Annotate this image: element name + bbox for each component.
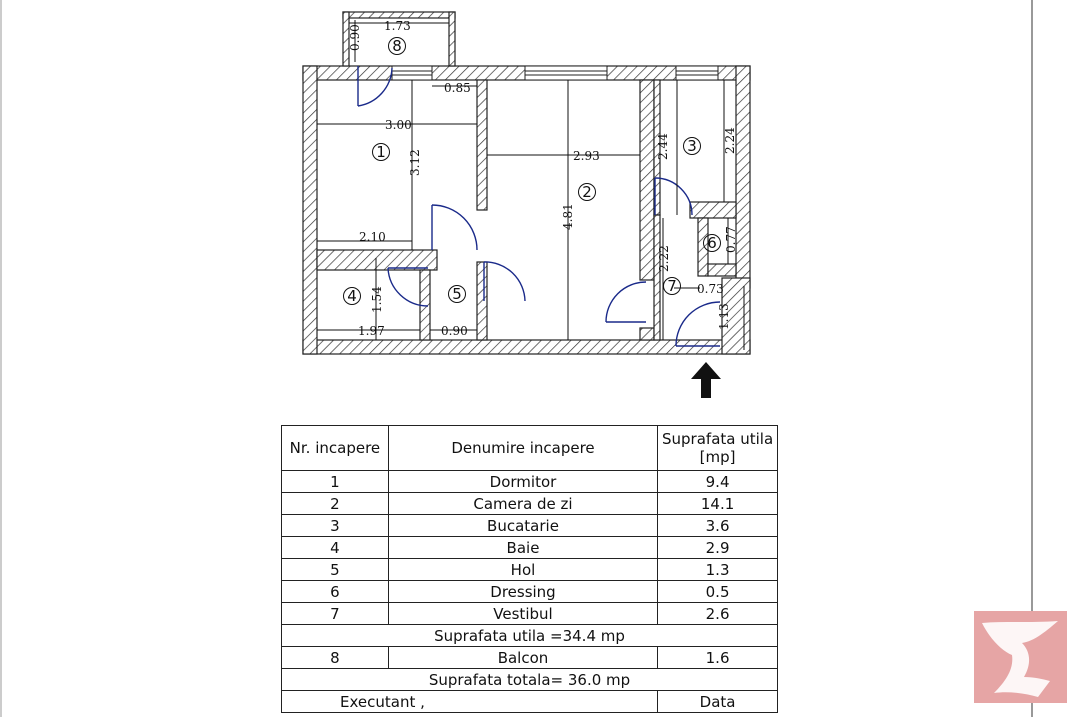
dim-room2-depth: 4.81 <box>561 203 575 230</box>
row-area: 1.6 <box>658 647 778 669</box>
table-row <box>282 515 778 537</box>
table-row <box>282 559 778 581</box>
table-row <box>282 493 778 515</box>
row-area: 0.5 <box>658 581 778 603</box>
room-number-4: 4 <box>347 287 357 305</box>
arrow-up-icon <box>691 362 721 398</box>
dim-room5-width: 0.90 <box>441 324 468 338</box>
table-row <box>282 471 778 493</box>
bird-logo-icon <box>974 611 1067 703</box>
dim-room3-depth-right: 2.24 <box>723 127 737 154</box>
row-nr: 7 <box>282 603 389 625</box>
row-area: 3.6 <box>658 515 778 537</box>
dim-window-offset: 0.85 <box>444 81 471 95</box>
row-area: 14.1 <box>658 493 778 515</box>
row-area: 9.4 <box>658 471 778 493</box>
signature-row <box>282 691 778 713</box>
date-label: Data <box>658 691 778 713</box>
room-marker-3 <box>684 137 701 155</box>
dim-room1-depth: 3.12 <box>408 149 422 176</box>
room-marker-2 <box>579 183 596 201</box>
useful-total: Suprafata utila =34.4 mp <box>282 625 778 647</box>
table-row <box>282 581 778 603</box>
dim-balcony-depth: 0.90 <box>348 24 362 51</box>
room-marker-5 <box>449 285 466 303</box>
dim-balcony-width: 1.73 <box>384 19 411 33</box>
dim-room4-depth: 1.54 <box>370 286 384 313</box>
row-nr: 4 <box>282 537 389 559</box>
balcony-row <box>282 647 778 669</box>
row-name: Camera de zi <box>388 493 657 515</box>
row-name: Balcon <box>388 647 657 669</box>
row-area: 2.9 <box>658 537 778 559</box>
executant-label: Executant , <box>282 691 658 713</box>
room-number-3: 3 <box>687 137 697 155</box>
header-area-line1: Suprafata utila <box>662 430 774 448</box>
header-area <box>658 426 778 471</box>
row-name: Dormitor <box>388 471 657 493</box>
dim-room7-depth: 2.22 <box>657 245 671 272</box>
dim-room3-depth-left: 2.44 <box>656 133 670 160</box>
table-row <box>282 603 778 625</box>
header-name: Denumire incapere <box>388 426 657 471</box>
room-marker-8 <box>389 37 406 55</box>
dim-room1-width: 3.00 <box>385 118 412 132</box>
table-row <box>282 537 778 559</box>
row-area: 1.3 <box>658 559 778 581</box>
row-name: Bucatarie <box>388 515 657 537</box>
grand-total: Suprafata totala= 36.0 mp <box>282 669 778 691</box>
row-area: 2.6 <box>658 603 778 625</box>
row-name: Hol <box>388 559 657 581</box>
logo <box>974 611 1067 703</box>
row-nr: 8 <box>282 647 389 669</box>
room-marker-7 <box>664 277 681 295</box>
room-number-8: 8 <box>392 37 402 55</box>
row-nr: 2 <box>282 493 389 515</box>
dim-room1-lower-width: 2.10 <box>359 230 386 244</box>
row-name: Vestibul <box>388 603 657 625</box>
dim-room6-depth: 0.77 <box>724 226 738 253</box>
table-header-row <box>282 426 778 471</box>
row-nr: 5 <box>282 559 389 581</box>
header-nr: Nr. incapere <box>282 426 389 471</box>
room-marker-1 <box>373 143 390 161</box>
row-name: Baie <box>388 537 657 559</box>
dim-entry-depth: 1.13 <box>717 303 731 330</box>
grand-total-row <box>282 669 778 691</box>
useful-total-row <box>282 625 778 647</box>
dim-room7-width: 0.73 <box>697 282 724 296</box>
room-marker-4 <box>344 287 361 305</box>
dim-room2-width: 2.93 <box>573 149 600 163</box>
row-nr: 3 <box>282 515 389 537</box>
row-name: Dressing <box>388 581 657 603</box>
room-number-7: 7 <box>667 277 677 295</box>
room-number-5: 5 <box>452 285 462 303</box>
room-number-6: 6 <box>707 234 717 252</box>
room-number-2: 2 <box>582 183 592 201</box>
rooms-table <box>281 425 778 713</box>
row-nr: 6 <box>282 581 389 603</box>
dim-room4-width: 1.97 <box>358 324 385 338</box>
room-number-1: 1 <box>376 143 386 161</box>
header-area-line2: [mp] <box>699 448 736 466</box>
row-nr: 1 <box>282 471 389 493</box>
